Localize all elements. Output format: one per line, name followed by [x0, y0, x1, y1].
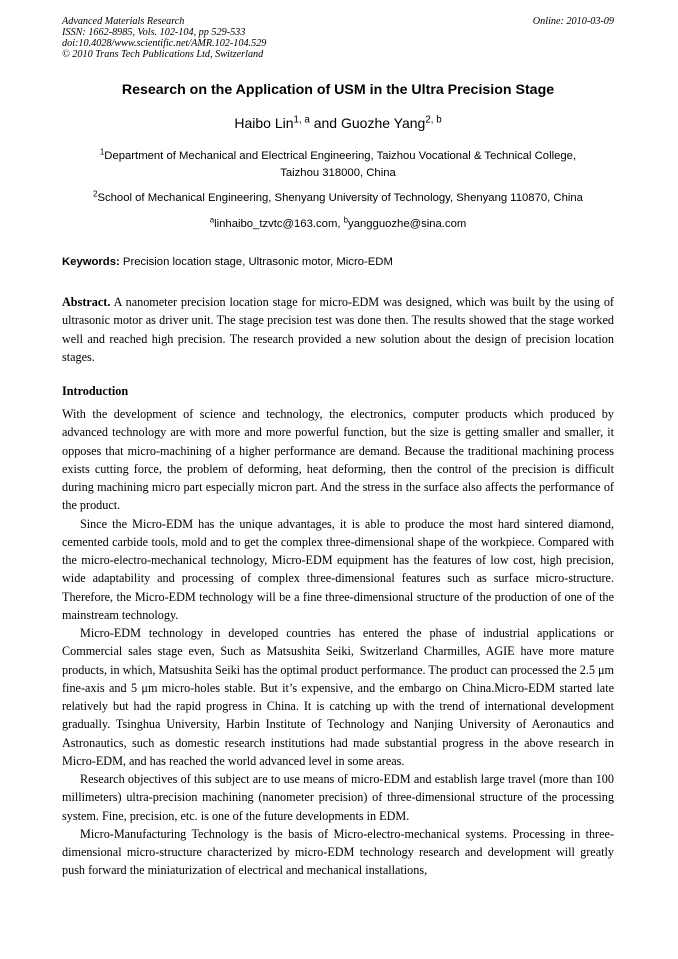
email-b: yangguozhe@sina.com	[348, 218, 467, 230]
abstract-label: Abstract.	[62, 295, 111, 309]
section-heading-introduction: Introduction	[62, 384, 129, 398]
paper-title: Research on the Application of USM in the Ultra Precision Stage	[121, 82, 555, 98]
keywords-label: Keywords:	[62, 256, 120, 268]
paragraph: Research objectives of this subject are to use means of micro-EDM and establish large travel (more than 100 millimeters) ultra-precision machining (nanometer precision) of three-dimensional structure of the processing system. Fine, precision, etc. is one of the future developments in EDM.	[62, 772, 614, 823]
email-line	[62, 216, 614, 233]
paragraph: Micro-Manufacturing Technology is the basis of Micro-electro-mechanical systems. Processing in three-dimensional micro-structure characterized by micro-EDM technology research and development will greatly push forward the miniaturization of electrical and mechanical installations,	[62, 826, 614, 878]
keywords	[62, 256, 614, 268]
affiliation-1-superscript: 1	[99, 147, 105, 157]
abstract	[62, 293, 614, 366]
affiliation-2	[62, 190, 614, 207]
online-date: Online: 2010-03-09	[532, 16, 614, 27]
issn-line: ISSN: 1662-8985, Vols. 102-104, pp 529-533	[62, 27, 246, 38]
journal-name: Advanced Materials Research	[62, 16, 185, 27]
journal-header	[62, 16, 614, 60]
email-b-superscript: b	[343, 215, 349, 225]
paragraph: With the development of science and technology, the electronics, computer products which produced by advanced technology are with more and more powerful function, but the size is getting smaller and smaller, it opposes that micro-machining of a higher performance are demand. Because the traditional machining process exists cutting force, the problem of deforming, heat deforming, then the control of the precision is difficult during machining micro part especially micron part. And the stress in the surface also affects the performance of the product.	[62, 407, 614, 513]
introduction-body	[62, 405, 614, 880]
affiliation-1-line-2: Taizhou 318000, China	[280, 167, 396, 179]
doi-line: doi:10.4028/www.scientific.net/AMR.102-104.529	[62, 38, 267, 49]
paragraph: Since the Micro-EDM has the unique advantages, it is able to produce the most hard sintered diamond, cemented carbide tools, mold and to get the complex three-dimensional shape of the workpiece. Compared with the micro-electro-mechanical technology, Micro-EDM equipment has the features of low cost, high precision, wide adaptability and processing of complex three-dimensional features such as surface micro-structure. Therefore, the Micro-EDM technology will be a fine three-dimensional structure of the production of one of the mainstream technology.	[62, 516, 614, 622]
email-a-superscript: a	[209, 215, 215, 225]
author-conjunction: and	[309, 115, 341, 131]
abstract-text: A nanometer precision location stage for micro-EDM was designed, which was built by the using of ultrasonic motor as driver unit. The stage precision test was done then. The results showed that the stage worked well and reached high precision. The research provided a new solution about the design of precision location stages.	[62, 295, 614, 364]
affiliation-1-line-1: Department of Mechanical and Electrical Engineering, Taizhou Vocational & Technical College,	[104, 150, 577, 162]
affiliation-2-superscript: 2	[93, 189, 98, 199]
author-2: Guozhe Yang	[340, 115, 426, 131]
keywords-text: Precision location stage, Ultrasonic motor, Micro-EDM	[119, 256, 393, 268]
paragraph: Micro-EDM technology in developed countries has entered the phase of industrial applications or Commercial sales stage even, Such as Matsushita Seiki, Switzerland Charmilles, AGIE have more mature products, in which, Matsushita Seiki has the optimal product performance. The product can processed the 2.5 μm fine-axis and 5 μm micro-holes stable. But it’s expensive, and the embargo on China.Micro-EDM started late relatively but had the rapid progress in China. It is catching up with the trend of international development gradually. Tsinghua University, Harbin Institute of Technology and Nanjing University of Aeronautics and Astronautics, such as domestic research institutions had made substantial progress in the above research in Micro-EDM, and has reached the world advanced level in some areas.	[62, 626, 614, 768]
affiliation-1	[62, 148, 614, 182]
author-1: Haibo Lin	[234, 115, 294, 131]
copyright-line: © 2010 Trans Tech Publications Ltd, Switzerland	[62, 49, 264, 60]
author-1-superscript: 1, a	[293, 114, 310, 126]
author-2-superscript: 2, b	[425, 114, 442, 126]
affiliation-2-text: School of Mechanical Engineering, Shenyang University of Technology, Shenyang 110870, China	[97, 192, 583, 204]
email-a: linhaibo_tzvtc@163.com,	[214, 218, 344, 230]
author-line	[62, 115, 614, 131]
